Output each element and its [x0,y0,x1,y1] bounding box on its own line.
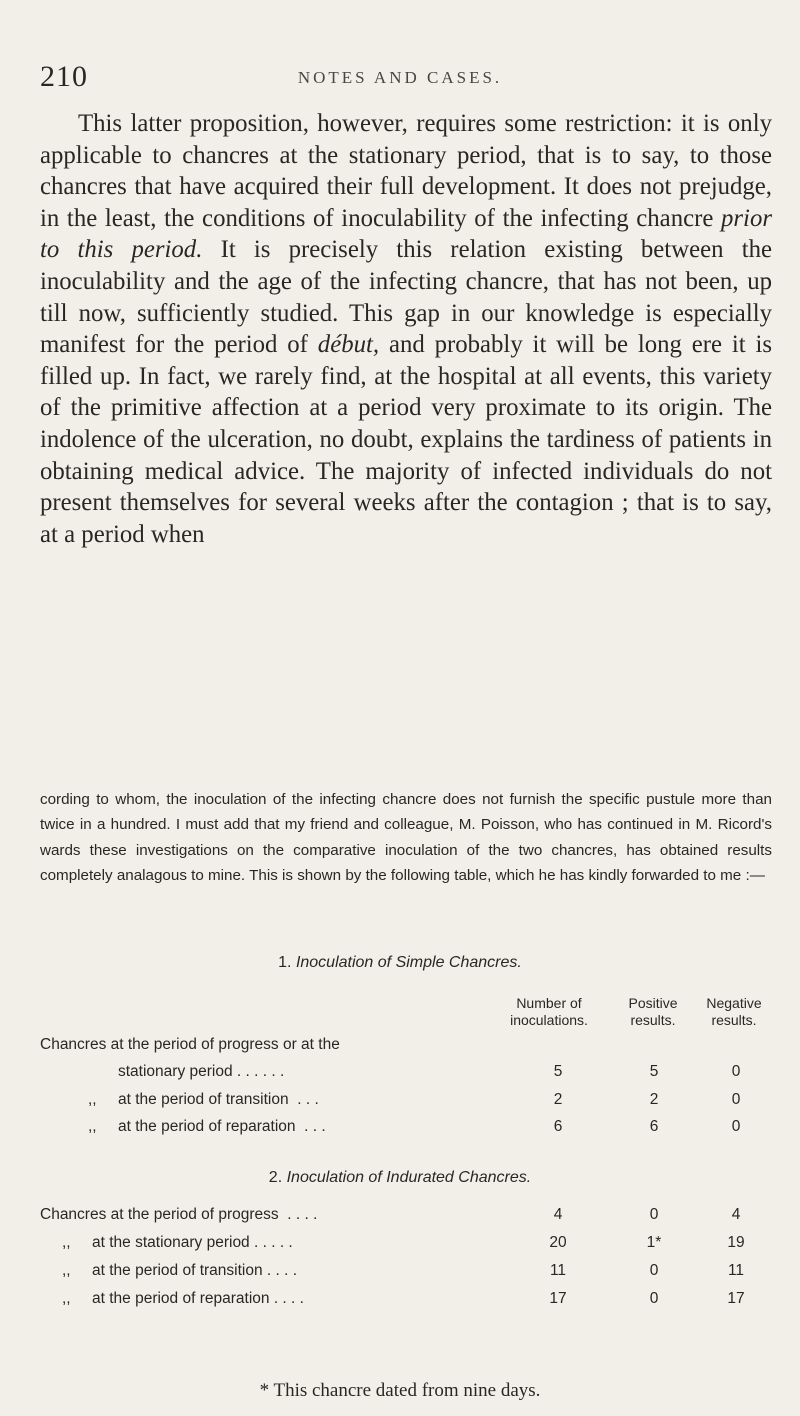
row-label: Chancres at the period of progress or at the [40,1036,340,1053]
table1-caption: Inoculation of Simple Chancres. [295,954,522,971]
table-row [0,1206,800,1232]
row-label: stationary period . . . . . . [118,1063,285,1080]
italic-word: début, [317,331,380,359]
cell-negative: 0 [731,1091,741,1108]
cell-number: 11 [549,1262,567,1279]
cell-positive: 2 [649,1091,659,1108]
cell-negative: 11 [727,1262,745,1279]
cell-number: 2 [553,1091,563,1108]
row-label: at the period of reparation . . . [118,1118,326,1135]
cell-number: 17 [549,1290,567,1307]
column-header-positive: Positive results. [628,995,678,1028]
column-header-number: Number of inoculations. [510,995,588,1028]
table-row [0,1063,800,1089]
footnote-text: cording to whom, the inoculation of the infecting chancre does not furnish the specific pustule more than twice in a hundred. I must add that my friend and colleague, M. Poisson, who has continued in M. Ricord's wards these investigations on the comparative inoculation of the two chancres, has obtained results completely analagous to mine. This is shown by the following table, which he has kindly forwarded to me :— [40,791,772,885]
paragraph-text: This latter proposition, however, requires some restriction: it is only applicable to chancres at the stationary period, that is to say, to those chancres that have acquired their full development. It does not prejudge, in the least, the conditions of inoculability of the infecting chancre [40,110,772,232]
column-header-negative: Negative results. [706,995,762,1028]
cell-number: 5 [553,1063,563,1080]
running-head: NOTES AND CASES. [297,68,503,87]
table-row [0,1091,800,1117]
paragraph-text: It is precisely this relation existing between the inoculability and the age of the infecting chancre, that has not been, up till now, sufficiently studied. This gap in our knowledge is especially manifest for the period of [40,236,772,359]
row-label: at the period of reparation . . . . [92,1290,304,1307]
cell-negative: 0 [731,1118,741,1135]
italic-phrase: prior to this period. [40,204,772,264]
ditto-mark: ,, [62,1290,71,1307]
ditto-mark: ,, [88,1091,97,1108]
table-row [0,1118,800,1144]
row-label: at the period of transition . . . . [92,1262,298,1279]
table-footnote: * This chancre dated from nine days. [259,1380,541,1401]
cell-positive: 1* [646,1234,662,1251]
table-row [0,1290,800,1316]
table-row [0,1036,800,1062]
row-label: at the stationary period . . . . . [92,1234,293,1251]
main-paragraph [40,108,772,550]
table2-caption: Inoculation of Indurated Chancres. [286,1169,532,1186]
table-row [0,1234,800,1260]
table1-title [0,954,800,972]
ditto-mark: ,, [62,1234,71,1251]
row-label: at the period of transition . . . [118,1091,319,1108]
cell-number: 4 [553,1206,563,1223]
body-text [40,108,772,550]
table2-number: 2. [268,1169,283,1186]
row-label: Chancres at the period of progress . . . . [40,1206,318,1223]
ditto-mark: ,, [88,1118,97,1135]
cell-number: 20 [549,1234,567,1251]
table2-title [0,1169,800,1187]
cell-positive: 0 [649,1206,659,1223]
table1-number: 1. [278,954,292,971]
cell-negative: 4 [731,1206,741,1223]
footnote [40,787,772,889]
table-row [0,1262,800,1288]
cell-positive: 6 [649,1118,659,1135]
cell-positive: 5 [649,1063,659,1080]
cell-positive: 0 [649,1262,659,1279]
cell-negative: 17 [727,1290,745,1307]
paragraph-text: and probably it will be long ere it is filled up. In fact, we rarely find, at the hospital at all events, this variety of the primitive affection at a period very proximate to its origin. The indolence of the ulceration, no doubt, explains the tardiness of patients in obtaining medical advice. The majority of infected individuals do not present themselves for several weeks after the contagion ; that is to say, at a period when [40,331,772,548]
cell-negative: 19 [727,1234,745,1251]
page-number: 210 [40,60,88,93]
cell-number: 6 [553,1118,563,1135]
ditto-mark: ,, [62,1262,71,1279]
cell-negative: 0 [731,1063,741,1080]
cell-positive: 0 [649,1290,659,1307]
